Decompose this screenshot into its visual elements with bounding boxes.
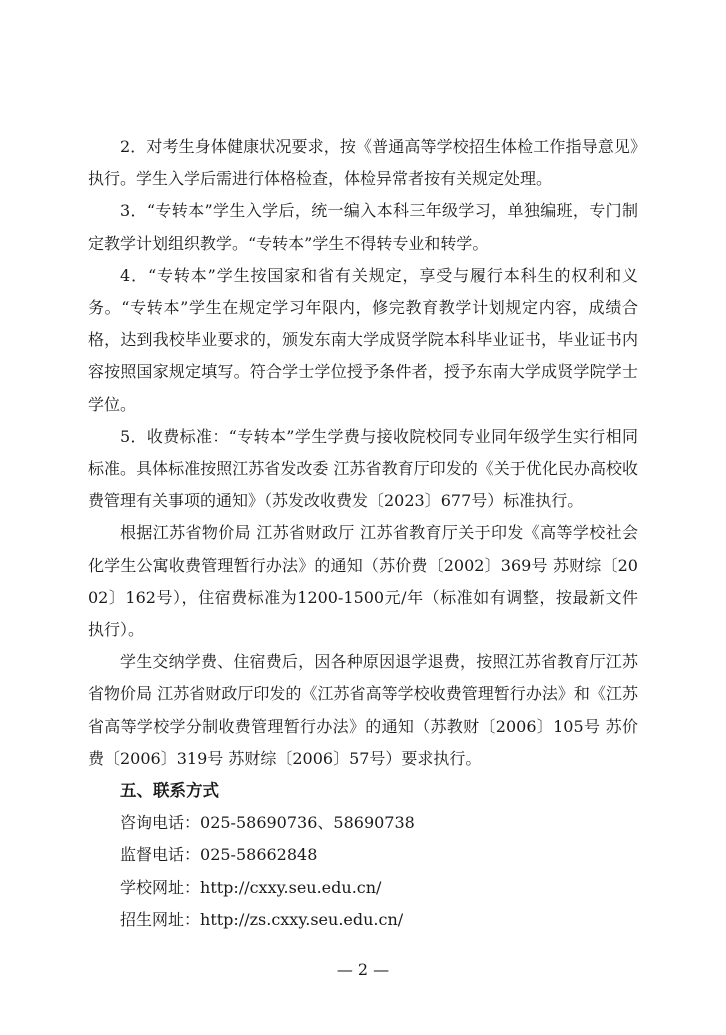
admissions-website-link[interactable]: http://zs.cxxy.seu.edu.cn/ <box>200 909 404 929</box>
contact-value: 025-58662848 <box>200 845 318 865</box>
page-number: — 2 — <box>336 960 390 979</box>
paragraph-accommodation-fee: 根据江苏省物价局 江苏省财政厅 江苏省教育厅关于印发《高等学校社会化学生公寓收费管理暂行办法》的通知（苏价费〔2002〕369号 苏财综〔2002〕162号），住宿费标准为1200-1500元/年（标准如有调整，按最新文件执行）。 <box>88 523 638 640</box>
paragraph-rights-degree: 4．“专转本”学生按国家和省有关规定，享受与履行本科生的权利和义务。“专转本”学生在规定学习年限内，修完教育教学计划规定内容，成绩合格，达到我校毕业要求的，颁发东南大学成贤学院本科毕业证书，毕业证书内容按照国家规定填写。符合学士学位授予条件者，授予东南大学成贤学院学士学位。 <box>88 265 638 414</box>
paragraph-refund-policy: 学生交纳学费、住宿费后，因各种原因退学退费，按照江苏省教育厅江苏省物价局 江苏省财政厅印发的《江苏省高等学校收费管理暂行办法》和《江苏省高等学校学分制收费管理暂行办法》的通知（苏教财〔2006〕105号 苏价费〔2006〕319号 苏财综〔2006〕57号）要求执行。 <box>88 652 638 768</box>
contact-label: 学校网址： <box>120 877 201 897</box>
paragraph-enrollment: 3．“专转本”学生入学后，统一编入本科三年级学习，单独编班，专门制定教学计划组织教学。“专转本”学生不得转专业和转学。 <box>88 201 638 253</box>
section-heading-contact: 五、联系方式 <box>120 781 219 801</box>
school-website-link[interactable]: http://cxxy.seu.edu.cn/ <box>200 877 382 897</box>
contact-school-website <box>88 872 638 904</box>
contact-value: 025-58690736、58690738 <box>200 813 415 833</box>
paragraph-health-requirement: 2．对考生身体健康状况要求，按《普通高等学校招生体检工作指导意见》执行。学生入学后需进行体格检查，体检异常者按有关规定处理。 <box>88 137 638 189</box>
paragraph-tuition-standard: 5．收费标准：“专转本”学生学费与接收院校同专业同年级学生实行相同标准。具体标准按照江苏省发改委 江苏省教育厅印发的《关于优化民办高校收费管理有关事项的通知》（苏发改收费发〔2023〕677号）标准执行。 <box>88 426 638 511</box>
contact-supervision-phone <box>88 839 638 871</box>
contact-label: 咨询电话： <box>120 813 201 833</box>
contact-inquiry-phone <box>88 807 638 839</box>
document-body <box>88 131 638 936</box>
contact-label: 监督电话： <box>120 845 201 865</box>
contact-label: 招生网址： <box>120 909 201 929</box>
contact-admissions-website <box>88 904 638 936</box>
